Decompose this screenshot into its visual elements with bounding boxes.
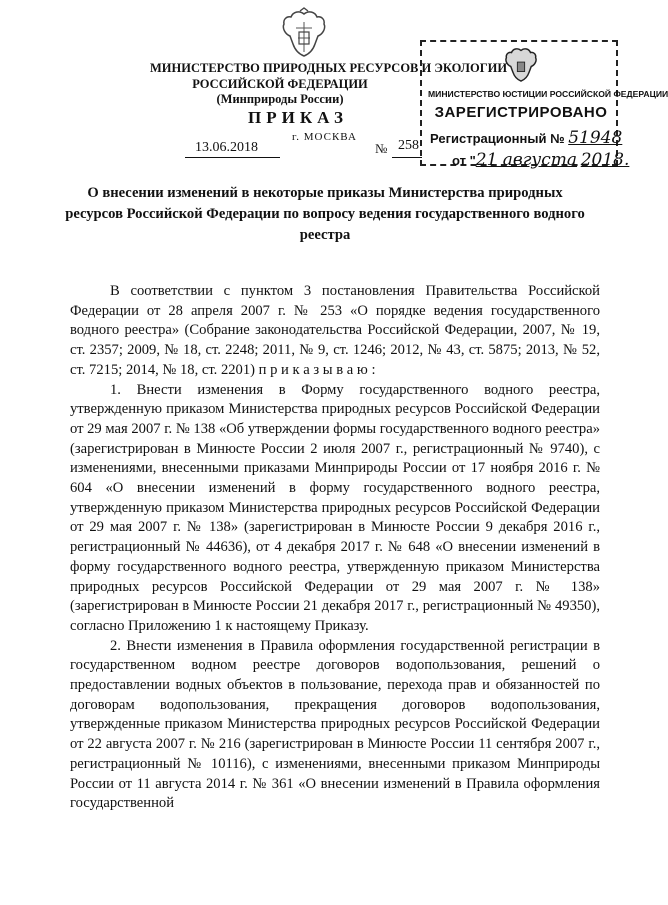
paragraph-preamble: В соответствии с пунктом 3 постановления Правительства Российской Федерации от 28 апреля 2007 г. № 253 «О порядке ведения государственного водного реестра» (Собрание законодательства Российской Федерации, 2007, № 19, ст. 2357; 2009, № 18, ст. 2248; 2011, № 9, ст. 1246; 2012, № 43, ст. 5875; 2013, № 52, ст. 7215; 2014, № 18, ст. 2201) п р и к а з ы в а ю :	[70, 283, 600, 378]
document-date: 13.06.2018	[195, 140, 258, 155]
document-number: 258	[398, 138, 419, 153]
document-city: г. МОСКВА	[292, 131, 357, 143]
paragraph-item-2: 2. Внести изменения в Правила оформления государственной регистрации в государственном водном реестре договоров водопользования, решений о предоставлении водных объектов в пользование, перехода прав и обязанностей по договорам водопользования, прекращения договоров водопользования, утвержденные приказом Министерства природных ресурсов Российской Федерации от 22 августа 2007 г. № 216 (зарегистрирован в Минюсте России 11 сентября 2007 г., регистрационный № 10116), с изменениями, внесенными приказом Минприроды России от 11 августа 2014 г. № 361 «О внесении изменений в Правила оформления государственной	[70, 637, 600, 812]
registration-stamp	[420, 40, 668, 170]
stamp-date-day-month: 21 августа	[475, 150, 578, 170]
coat-of-arms-icon	[281, 8, 327, 60]
stamp-registration-line	[430, 128, 622, 148]
stamp-date-line	[452, 150, 629, 170]
number-underline	[392, 157, 422, 158]
ministry-name-line1: МИНИСТЕРСТВО ПРИРОДНЫХ РЕСУРСОВ И ЭКОЛОГИИ	[150, 61, 508, 75]
stamp-organization: МИНИСТЕРСТВО ЮСТИЦИИ РОССИЙСКОЙ ФЕДЕРАЦИИ	[428, 89, 668, 99]
stamp-registration-number: 51948	[568, 128, 623, 148]
ministry-short-name: (Минприроды России)	[216, 92, 344, 106]
paragraph-item-1: 1. Внести изменения в Форму государственного водного реестра, утвержденную приказом Министерства природных ресурсов Российской Федерации от 29 мая 2007 г. № 138 «Об утверждении формы государственного водного реестра» (зарегистрирован в Минюсте России 2 июля 2007 г., регистрационный № 9740), с изменениями, внесенными приказами Минприроды России от 17 ноября 2016 г. № 604 «О внесении изменений в форму государственного водного реестра, утвержденную приказом Министерства природных ресурсов Российской Федерации от 29 мая 2007 г. № 138» (зарегистрирован в Минюсте России 9 декабря 2016 г., регистрационный № 44636), от 4 декабря 2017 г. № 648 «О внесении изменений в форму государственного водного реестра, утвержденную приказом Министерства природных ресурсов Российской Федерации от 29 мая 2007 г. № 138» (зарегистрирован в Минюсте России 21 декабря 2017 г., регистрационный № 49350), согласно Приложению 1 к настоящему Приказу.	[70, 381, 600, 634]
stamp-coat-of-arms-icon	[504, 46, 538, 84]
ministry-name-line2: РОССИЙСКОЙ ФЕДЕРАЦИИ	[192, 77, 368, 91]
number-label: №	[375, 141, 388, 156]
document-type: ПРИКАЗ	[248, 108, 348, 127]
document-title: О внесении изменений в некоторые приказы Министерства природных ресурсов Российской Федерации по вопросу ведения государственного водного реестра	[65, 185, 585, 243]
document-body	[70, 282, 600, 814]
stamp-registration-label: Регистрационный №	[430, 131, 565, 146]
date-underline	[185, 157, 280, 158]
stamp-date-year: 2018.	[580, 150, 630, 170]
stamp-status: ЗАРЕГИСТРИРОВАНО	[434, 104, 608, 121]
stamp-date-prefix: от "	[452, 153, 476, 168]
